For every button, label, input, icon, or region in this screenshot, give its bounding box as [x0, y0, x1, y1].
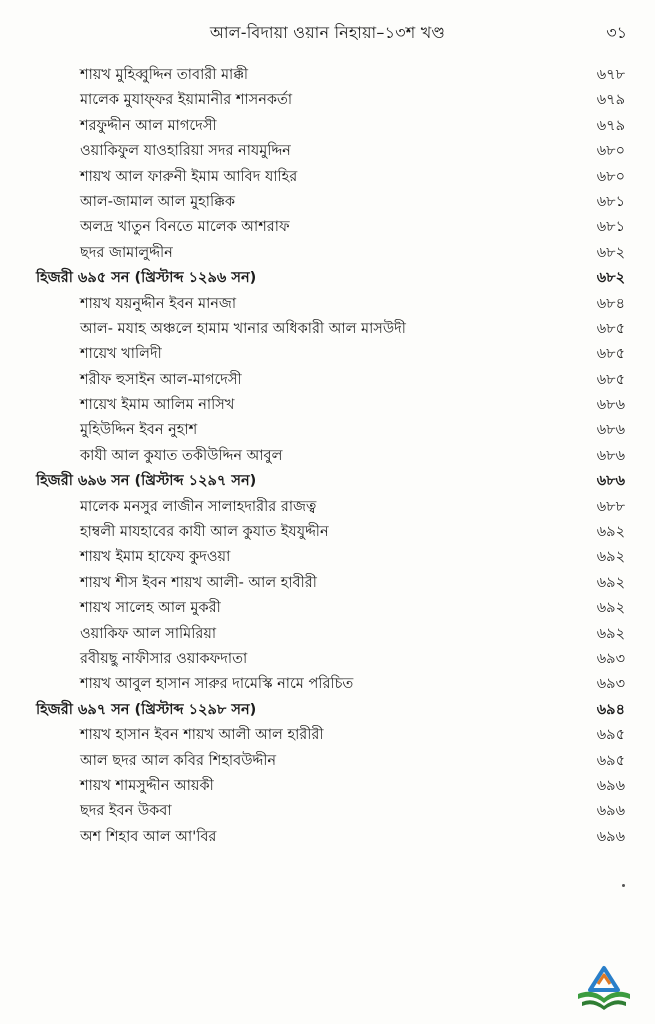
toc-entry-page: ৬৮৬ — [596, 397, 625, 414]
toc-entry-title: শায়েখ খালিদী — [80, 346, 162, 363]
toc-entry-title: আল ছদর আল কবির শিহাবউদ্দীন — [80, 752, 277, 769]
toc-entry-page: ৬৯৩ — [596, 676, 625, 693]
toc-entry — [0, 291, 655, 316]
toc-entry — [0, 164, 655, 189]
toc-entry-title: শায়খ যয়নুদ্দীন ইবন মানজা — [80, 295, 237, 312]
toc-entry — [0, 646, 655, 671]
toc-entry-title: মালেক মুযাফ্ফর ইয়ামানীর শাসনকর্তা — [80, 92, 293, 109]
toc-entry-title: শায়খ শামসুদ্দীন আয়কী — [80, 777, 214, 794]
toc-entry-title: ছদর ইবন উকবা — [80, 803, 172, 820]
toc-entry-page: ৬৮১ — [596, 193, 625, 210]
toc-entry-title: ওয়াকিফ আল সামিরিয়া — [80, 625, 217, 642]
page-number: ৩১ — [606, 23, 627, 42]
toc-entry — [0, 138, 655, 163]
toc-entry-page: ৬৮৫ — [596, 320, 625, 337]
toc-entry-page: ৬৮৫ — [596, 346, 625, 363]
toc-entry-page: ৬৯৪ — [596, 701, 625, 718]
toc-section-heading — [0, 468, 655, 493]
toc-entry — [0, 214, 655, 239]
toc-entry — [0, 62, 655, 87]
toc-entry-title: হিজরী ৬৯৬ সন (খ্রিস্টাব্দ ১২৯৭ সন) — [36, 473, 257, 490]
toc-entry-title: শরীফ হুসাইন আল-মাগদেসী — [80, 371, 242, 388]
toc-entry-title: শায়খ আবুল হাসান সারুর দামেস্কি নামে পরিচিত — [80, 676, 354, 693]
toc-entry-title: শায়খ ইমাম হাফেয কুদওয়া — [80, 549, 231, 566]
toc-entry-page: ৬৯৫ — [596, 727, 625, 744]
toc-entry — [0, 570, 655, 595]
toc-entry — [0, 494, 655, 519]
book-title: আল-বিদায়া ওয়ান নিহায়া–১৩শ খণ্ড — [209, 23, 446, 42]
toc-section-heading — [0, 697, 655, 722]
toc-entry — [0, 748, 655, 773]
toc-entry — [0, 544, 655, 569]
toc-entry — [0, 113, 655, 138]
toc-entry-title: হিজরী ৬৯৫ সন (খ্রিস্টাব্দ ১২৯৬ সন) — [36, 270, 257, 287]
toc-entry-page: ৬৯৬ — [596, 828, 625, 845]
toc-entry-title: শায়খ শীস ইবন শায়খ আলী- আল হাবীরী — [80, 574, 317, 591]
toc-entry-page: ৬৮২ — [596, 244, 625, 261]
toc-entry-title: ওয়াকিফুল যাওহারিয়া সদর নাযমুদ্দিন — [80, 143, 291, 160]
toc-entry — [0, 443, 655, 468]
toc-entry-page: ৬৮৬ — [596, 447, 625, 464]
table-of-contents — [0, 62, 655, 849]
toc-entry-page: ৬৯২ — [596, 625, 625, 642]
speck-mark — [622, 884, 625, 887]
toc-entry-title: অশ শিহাব আল আ'বির — [80, 828, 217, 845]
toc-entry — [0, 722, 655, 747]
toc-entry-page: ৬৯৩ — [596, 650, 625, 667]
toc-entry-title: কাযী আল কুযাত তকীউদ্দিন আবুল — [80, 447, 283, 464]
toc-entry-page: ৬৯২ — [596, 574, 625, 591]
toc-entry-page: ৬৯৬ — [596, 803, 625, 820]
toc-entry-title: রবীয়ছু নাফীসার ওয়াকফদাতা — [80, 650, 248, 667]
toc-entry-title: মুহিউদ্দিন ইবন নুহাশ — [80, 422, 198, 439]
toc-entry-page: ৬৮২ — [596, 270, 625, 287]
toc-entry-page: ৬৮৮ — [596, 498, 625, 515]
toc-entry — [0, 87, 655, 112]
toc-entry — [0, 671, 655, 696]
toc-entry-page: ৬৯২ — [596, 600, 625, 617]
toc-entry-title: শায়খ সালেহ আল মুকরী — [80, 600, 221, 617]
toc-entry-title: আল- মযাহ অঞ্চলে হামাম খানার অধিকারী আল মাসউদী — [80, 320, 406, 337]
toc-entry-title: শরফুদ্দীন আল মাগদেসী — [80, 117, 217, 134]
toc-entry — [0, 316, 655, 341]
toc-entry-page: ৬৮০ — [596, 143, 625, 160]
toc-entry-title: মালেক মনসুর লাজীন সালাহদারীর রাজত্ব — [80, 498, 317, 515]
toc-entry-page: ৬৮৫ — [596, 371, 625, 388]
toc-entry-page: ৬৯২ — [596, 524, 625, 541]
toc-entry — [0, 798, 655, 823]
toc-entry-page: ৬৮৬ — [596, 422, 625, 439]
toc-entry-page: ৬৯৫ — [596, 752, 625, 769]
toc-entry — [0, 189, 655, 214]
toc-entry-page: ৬৭৯ — [596, 117, 625, 134]
toc-entry-page: ৬৮১ — [596, 219, 625, 236]
toc-entry-page: ৬৯৬ — [596, 777, 625, 794]
toc-entry-page: ৬৮০ — [596, 168, 625, 185]
toc-entry — [0, 367, 655, 392]
toc-entry-title: অলদ্র খাতুন বিনতে মালেক আশরাফ — [80, 219, 290, 236]
toc-entry-page: ৬৭৯ — [596, 92, 625, 109]
toc-entry-title: ছদর জামালুদ্দীন — [80, 244, 173, 261]
toc-entry — [0, 519, 655, 544]
toc-entry-page: ৬৮৪ — [596, 295, 625, 312]
publisher-logo-icon — [574, 964, 634, 1014]
toc-entry-title: শায়খ মুহিব্বুদ্দিন তাবারী মাক্কী — [80, 67, 249, 83]
toc-entry-title: শায়খ হাসান ইবন শায়খ আলী আল হারীরী — [80, 727, 324, 744]
toc-entry — [0, 773, 655, 798]
toc-entry-title: আল-জামাল আল মুহাক্কিক — [80, 193, 235, 210]
toc-entry-title: হাম্বলী মাযহাবের কাযী আল কুযাত ইযযুদ্দীন — [80, 524, 329, 541]
toc-entry-title: শায়েখ ইমাম আলিম নাসিখ — [80, 397, 235, 414]
toc-entry-page: ৬৭৮ — [596, 67, 625, 83]
toc-entry-page: ৬৯২ — [596, 549, 625, 566]
toc-entry — [0, 595, 655, 620]
toc-entry-title: হিজরী ৬৯৭ সন (খ্রিস্টাব্দ ১২৯৮ সন) — [36, 701, 257, 718]
running-header — [0, 14, 655, 44]
toc-entry-page: ৬৮৬ — [596, 473, 625, 490]
toc-entry — [0, 341, 655, 366]
toc-section-heading — [0, 265, 655, 290]
toc-entry-title: শায়খ আল ফারুনী ইমাম আবিদ যাহির — [80, 168, 298, 185]
toc-entry — [0, 621, 655, 646]
toc-entry — [0, 392, 655, 417]
toc-entry — [0, 824, 655, 849]
toc-entry — [0, 240, 655, 265]
toc-entry — [0, 417, 655, 442]
